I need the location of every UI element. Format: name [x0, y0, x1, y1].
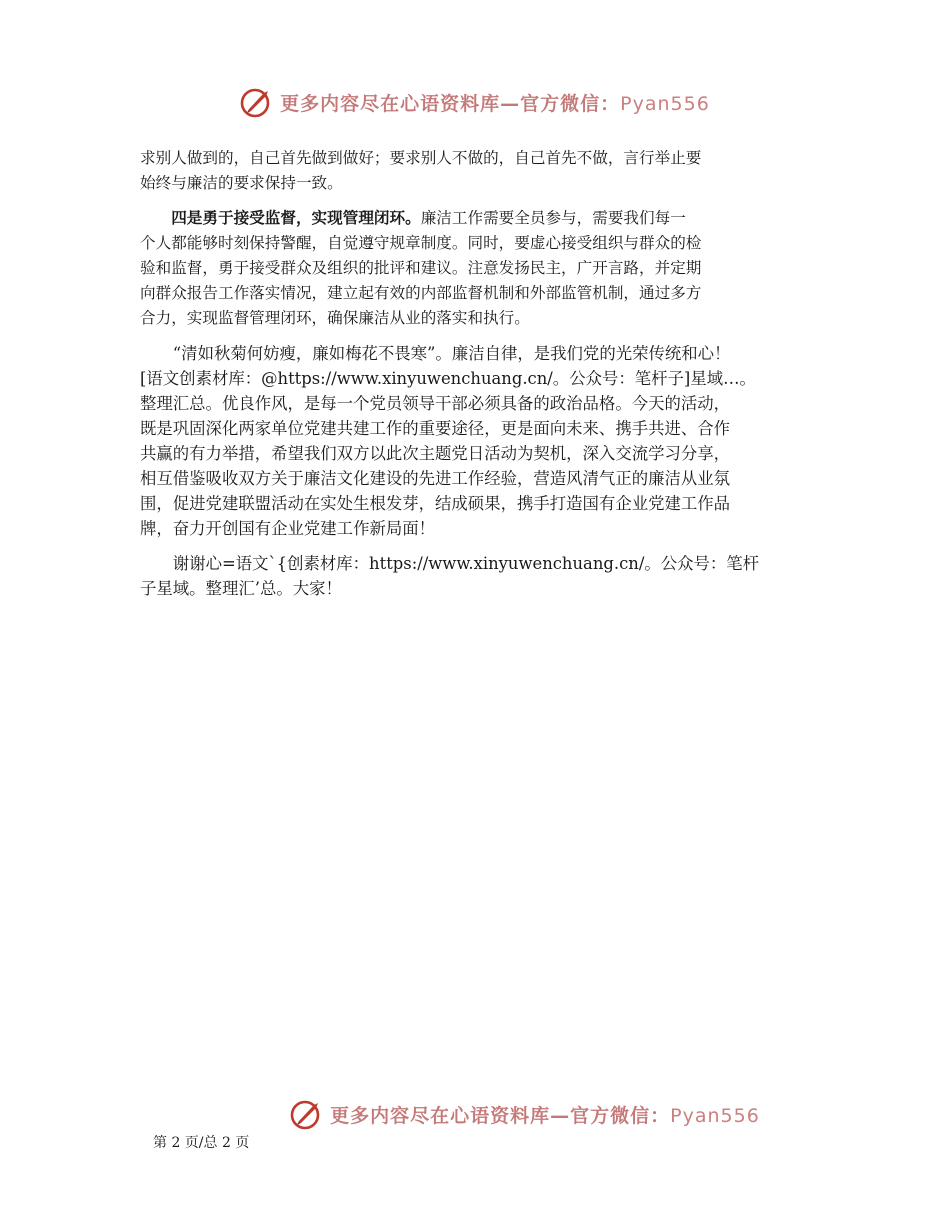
banner-cn: 更多内容尽在心语资料库—官方微信： [330, 1104, 671, 1127]
text-line: 谢谢心=语文`{创素材库：https://www.xinyuwenchuang.cn/。公众号：笔杆 [172, 554, 760, 573]
document-body [140, 146, 820, 611]
banner-wechat-id: Pyan556 [670, 1104, 760, 1127]
banner-text [280, 89, 710, 116]
text-line: “清如秋菊何妨瘦，廉如梅花不畏寒”。廉洁自律，是我们党的光荣传统和心！ [172, 344, 731, 363]
banner-cn: 更多内容尽在心语资料库—官方微信： [280, 92, 621, 115]
text-line: 子星域。整理汇’总。大家！ [140, 579, 342, 598]
text-line: 共赢的有力举措，希望我们双方以此次主题党日活动为契机，深入交流学习分享， [140, 444, 731, 463]
text-line: 始终与廉洁的要求保持一致。 [140, 174, 343, 192]
paragraph-heading: 四是勇于接受监督，实现管理闭环。 [171, 209, 421, 227]
page-number: 第 2 页/总 2 页 [153, 1135, 250, 1151]
pen-circle-logo-icon [240, 85, 274, 119]
text-line: 个人都能够时刻保持警醒，自觉遵守规章制度。同时，要虚心接受组织与群众的检 [140, 234, 702, 252]
text-line [140, 206, 820, 231]
text-line: 验和监督，勇于接受群众及组织的批评和建议。注意发扬民主，广开言路，并定期 [140, 259, 702, 277]
text-line: 整理汇总。优良作风，是每一个党员领导干部必须具备的政治品格。今天的活动， [140, 394, 731, 413]
banner-wechat-id: Pyan556 [620, 92, 710, 115]
text-line: [语文创素材库：@https://www.xinyuwenchuang.cn/。公众号：笔杆子]星域…。 [140, 369, 756, 388]
text-fragment: 廉洁工作需要全员参与，需要我们每一 [420, 209, 686, 227]
text-line: 既是巩固深化两家单位党建共建工作的重要途径，更是面向未来、携手共进、合作 [140, 419, 731, 438]
paragraph-2 [140, 206, 820, 331]
text-line: 牌，奋力开创国有企业党建工作新局面！ [140, 519, 436, 538]
banner-text [330, 1101, 760, 1128]
text-line: 围，促进党建联盟活动在实处生根发芽，结成硕果，携手打造国有企业党建工作品 [140, 494, 731, 513]
paragraph-3 [140, 341, 820, 541]
pen-circle-logo-icon [290, 1097, 324, 1131]
header-banner [0, 82, 950, 122]
footer-banner [50, 1094, 950, 1134]
text-line: 求别人做到的，自己首先做到做好；要求别人不做的，自己首先不做，言行举止要 [140, 149, 702, 167]
text-line: 相互借鉴吸收双方关于廉洁文化建设的先进工作经验，营造风清气正的廉洁从业氛 [140, 469, 731, 488]
text-line: 合力，实现监督管理闭环，确保廉洁从业的落实和执行。 [140, 309, 530, 327]
text-line: 向群众报告工作落实情况，建立起有效的内部监督机制和外部监管机制，通过多方 [140, 284, 702, 302]
paragraph-4 [140, 551, 820, 601]
paragraph-1 [140, 146, 820, 196]
